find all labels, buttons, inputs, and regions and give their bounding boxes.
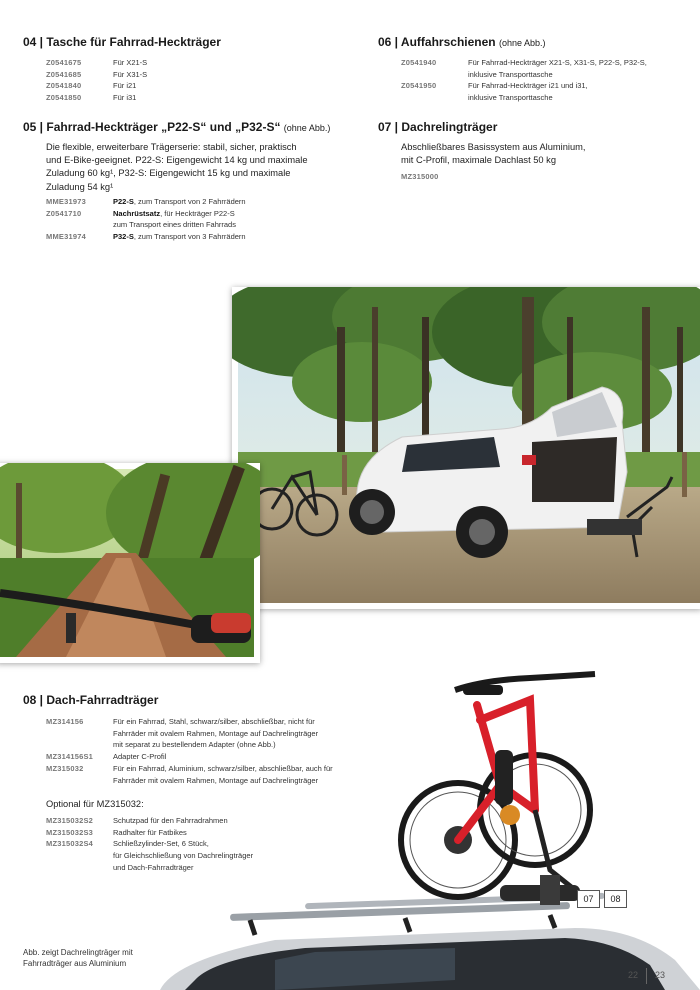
product-description: Für X31-S: [113, 69, 148, 79]
list-item: [46, 92, 147, 104]
product-code: MME31974: [46, 232, 86, 242]
product-code: Z0541685: [46, 69, 82, 79]
caption: [23, 947, 133, 969]
product-description: Fahrräder mit ovalem Rahmen, Montage auf Dachrelingträger: [113, 775, 319, 785]
list-item: [401, 80, 647, 92]
product-description-text: , zum Transport von 3 Fahrrädern: [133, 232, 246, 242]
product-code: MME31973: [46, 197, 86, 206]
s07-intro-line: Abschließbares Basissystem aus Aluminium,: [401, 142, 586, 152]
product-code: MZ315032S3: [46, 827, 94, 837]
caption-line: Fahrradträger aus Aluminium: [23, 959, 127, 968]
s05-intro-line: Die flexible, erweiterbare Trägerserie: stabil, sicher, praktisch: [46, 142, 297, 152]
page-number-right: 23: [655, 970, 666, 980]
product-description: mit separat zu bestellendem Adapter (ohne Abb.): [113, 740, 276, 750]
product-description: Für X21-S: [113, 58, 148, 67]
product-description: Radhalter für Fatbikes: [113, 827, 187, 837]
product-code: Z0541950: [401, 81, 437, 91]
roof-bike-photo: [155, 660, 700, 990]
page-number-left: 22: [628, 970, 639, 980]
s04-list: [46, 57, 147, 104]
product-description: Schutzpad für den Fahrradrahmen: [113, 816, 228, 825]
product-description: Für i21: [113, 81, 137, 91]
product-description: für Gleichschließung von Dachrelingträger: [113, 851, 254, 861]
s06-title-text: 06 | Auffahrschienen: [378, 35, 496, 49]
list-item: [401, 92, 647, 104]
s05-intro-line: Zuladung 60 kg¹, P32-S: Eigengewicht 15 kg und maximale: [46, 168, 291, 179]
s07-title: 07 | Dachrelingträger: [378, 120, 498, 134]
list-item: [46, 231, 246, 243]
product-description: Für ein Fahrrad, Stahl, schwarz/silber, abschließbar, nicht für: [113, 717, 315, 726]
product-code: MZ314156S1: [46, 752, 94, 762]
product-code: [46, 739, 113, 751]
product-description: [113, 208, 235, 220]
s05-intro: [46, 141, 308, 194]
product-description: [113, 196, 246, 208]
product-code: [46, 862, 113, 874]
product-code: [46, 219, 113, 231]
product-description-text: , für Heckträger P22-S: [160, 208, 235, 218]
photo-label-08: 08: [604, 890, 627, 908]
product-name: Nachrüstsatz: [113, 208, 161, 218]
product-description: [113, 219, 236, 231]
product-description: inklusive Transporttasche: [468, 93, 553, 103]
s06-list: [401, 57, 647, 104]
product-description: Für ein Fahrrad, Aluminium, schwarz/silber, abschließbar, auch für: [113, 763, 333, 773]
page-divider: [646, 968, 647, 984]
s05-intro-line: Zuladung 54 kg¹: [46, 181, 114, 192]
s07-intro: [401, 141, 585, 167]
product-name: P22-S: [113, 197, 134, 206]
s05-note: (ohne Abb.): [283, 123, 331, 133]
s04-title: 04 | Tasche für Fahrrad-Heckträger: [23, 35, 221, 49]
product-code: [46, 775, 113, 787]
product-description: Fahrräder mit ovalem Rahmen, Montage auf Dachrelingträger: [113, 728, 319, 738]
list-item: [46, 196, 246, 208]
list-item: [46, 219, 246, 231]
s05-list: [46, 196, 246, 243]
product-code: MZ315032: [46, 763, 84, 773]
list-item: [46, 80, 147, 92]
product-code: MZ315000: [401, 172, 439, 181]
forest-trail-photo: [0, 463, 260, 663]
car-bike-photo: [232, 287, 700, 609]
list-item: [46, 69, 147, 81]
product-description: Schließzylinder-Set, 6 Stück,: [113, 839, 209, 849]
product-code: Z0541675: [46, 58, 82, 67]
list-item: [46, 57, 147, 69]
s05-intro-line: und E-Bike-geeignet. P22-S: Eigengewicht 14 kg und maximale: [46, 155, 308, 166]
s07-list: [401, 171, 468, 183]
product-description: Für i31: [113, 93, 137, 103]
product-code: [46, 850, 113, 862]
product-description: Für Fahrrad-Heckträger i21 und i31,: [468, 81, 588, 91]
s06-note: (ohne Abb.): [498, 38, 546, 48]
product-description: Adapter C-Profil: [113, 752, 167, 762]
product-code: [46, 728, 113, 740]
product-code: Z0541710: [46, 208, 82, 218]
product-code: Z0541940: [401, 58, 437, 67]
list-item: [46, 208, 246, 220]
product-code: MZ315032S2: [46, 816, 94, 825]
product-description: inklusive Transporttasche: [468, 69, 553, 79]
s08-optional-label: Optional für MZ315032:: [46, 799, 144, 809]
product-name: P32-S: [113, 232, 134, 242]
s05-title-text: 05 | Fahrrad-Heckträger „P22-S“ und „P32-S“: [23, 120, 281, 134]
product-code: [401, 92, 468, 104]
s07-intro-line: mit C-Profil, maximale Dachlast 50 kg: [401, 155, 556, 166]
product-code: MZ314156: [46, 717, 84, 726]
s06-title: [378, 35, 546, 49]
s08-title: 08 | Dach-Fahrradträger: [23, 693, 159, 707]
product-description: [113, 231, 246, 243]
s05-title: [23, 120, 330, 134]
photo-label-07: 07: [577, 890, 600, 908]
product-code: MZ315032S4: [46, 839, 94, 849]
product-description: und Dach-Fahrradträger: [113, 862, 194, 872]
product-description-text: zum Transport eines dritten Fahrrads: [113, 220, 236, 230]
product-code: [401, 69, 468, 81]
list-item: [401, 69, 647, 81]
product-code: Z0541840: [46, 81, 82, 91]
product-description-text: , zum Transport von 2 Fahrrädern: [133, 197, 246, 206]
product-description: Für Fahrrad-Heckträger X21-S, X31-S, P22-S, P32-S,: [468, 58, 647, 67]
list-item: [401, 57, 647, 69]
product-code: Z0541850: [46, 93, 82, 103]
caption-line: Abb. zeigt Dachrelingträger mit: [23, 948, 133, 957]
